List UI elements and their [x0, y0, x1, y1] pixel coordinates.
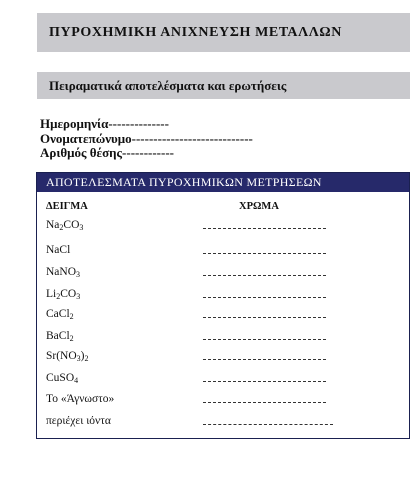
ions-answer-line[interactable]	[203, 416, 333, 425]
sample-label: περιέχει ιόντα	[46, 415, 111, 427]
student-info	[40, 117, 253, 161]
table-row	[37, 393, 409, 413]
results-table	[36, 172, 410, 439]
page-title: ΠΥΡΟΧΗΜΙΚΗ ΑΝΙΧΝΕΥΣΗ ΜΕΤΑΛΛΩΝ	[49, 24, 342, 40]
color-answer-line[interactable]	[203, 394, 326, 403]
color-answer-line[interactable]	[203, 309, 326, 318]
table-row	[37, 244, 409, 264]
table-row	[37, 288, 409, 308]
sample-label: CuSO$_4$	[46, 372, 79, 385]
title-banner	[37, 13, 410, 52]
sample-column-header: ΔΕΙΓΜΑ	[46, 201, 88, 212]
color-answer-line[interactable]	[203, 220, 326, 229]
color-answer-line[interactable]	[203, 289, 326, 298]
sample-label: $Li_2CO_3$	[46, 288, 81, 301]
results-table-header: ΑΠΟΤΕΛΕΣΜΑΤΑ ΠΥΡΟΧΗΜΙΚΩΝ ΜΕΤΡΗΣΕΩΝ	[37, 173, 409, 192]
color-answer-line[interactable]	[203, 267, 326, 276]
sample-label: CaCl$_2$	[46, 308, 74, 321]
table-row	[37, 330, 409, 350]
position-number-field[interactable]: Αριθμός θέσης------------	[40, 145, 174, 160]
color-answer-line[interactable]	[203, 373, 326, 382]
table-row	[37, 219, 409, 239]
color-column-header: ΧΡΩΜΑ	[239, 201, 279, 212]
sample-label: NaCl	[46, 244, 71, 256]
date-field[interactable]: Ημερομηνία--------------	[40, 116, 169, 131]
sample-label: Το «Άγνωστο»	[46, 393, 115, 405]
page-subtitle: Πειραματικά αποτελέσματα και ερωτήσεις	[49, 77, 287, 93]
table-row	[37, 415, 409, 435]
table-row	[37, 350, 409, 370]
color-answer-line[interactable]	[203, 331, 326, 340]
name-field[interactable]: Ονοματεπώνυμο----------------------------	[40, 130, 253, 146]
table-row	[37, 308, 409, 328]
sample-label: $Na_2CO_3$	[46, 219, 84, 232]
color-answer-line[interactable]	[203, 245, 326, 254]
sample-label: $Sr(NO_3)_2$	[46, 350, 89, 363]
color-answer-line[interactable]	[203, 351, 326, 360]
subtitle-banner	[37, 72, 410, 99]
sample-label: NaNO$_3$	[46, 266, 81, 279]
table-row	[37, 266, 409, 286]
sample-label: BaCl$_2$	[46, 330, 74, 343]
table-row	[37, 372, 409, 392]
